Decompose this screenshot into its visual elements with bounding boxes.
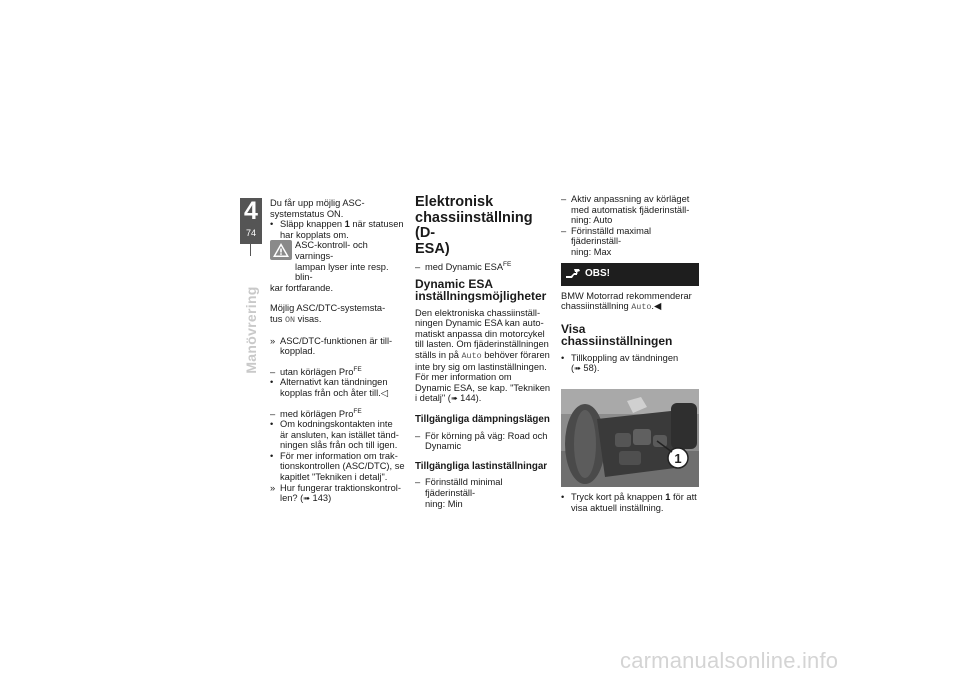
dash-min: – Förinställd minimal fjäderinställ- ning: Min <box>415 477 503 509</box>
hint-line-3: kar fortfarande. <box>270 282 334 293</box>
bullet-press-button: • Tryck kort på knappen 1 för att visa aktuell inställning. <box>561 491 697 513</box>
wrench-hand-icon <box>565 267 581 281</box>
dash-road-dynamic: – För körning på väg: Road och Dynamic <box>415 430 548 452</box>
subsection-title: Dynamic ESA inställningsmöjligheter <box>415 276 547 304</box>
damping-modes-heading: Tillgängliga dämpningslägen <box>415 413 550 425</box>
column-3 <box>561 194 699 513</box>
bullet-coding-plug: • Om kodningskontakten inte är ansluten, kan istället tänd- ningen slås från och till igen. <box>270 419 399 451</box>
dash-without-pro: – utan körlägen Pro$^{FE}$ <box>270 365 362 377</box>
status-line-2: tus ON visas. <box>270 313 322 325</box>
section-title: Elektronisk chassiinställning (D- ESA) <box>415 194 533 257</box>
chapter-title-vertical: Manövrering <box>243 286 259 374</box>
hint-block: ASC-kontroll- och varnings- lampan lyser inte resp. blin- <box>270 240 408 282</box>
column-2 <box>415 195 551 509</box>
watermark: carmanualsonline.info <box>620 648 839 673</box>
tab-divider <box>250 244 251 256</box>
load-settings-heading: Tillgängliga lastinställningar <box>415 460 548 472</box>
dash-with-dynamic-esa: – med Dynamic $ESA^{FE}$ <box>415 260 512 272</box>
result-asc-dtc: » ASC/DTC-funktionen är till- kopplad. <box>270 335 393 357</box>
bullet-ignition: • Tillkoppling av tändningen (➠ 58). <box>561 352 679 374</box>
dash-auto: – Aktiv anpassning av körläget med automatisk fjäderinställ- ning: Auto <box>561 194 690 226</box>
dash-with-pro: – med körlägen Pro$^{FE}$ <box>270 407 362 419</box>
status-line-1: Möjlig ASC/DTC-systemsta- <box>270 303 386 314</box>
note-bar <box>561 263 699 286</box>
column-1 <box>270 198 408 505</box>
end-mark-icon: ◀ <box>653 301 662 312</box>
arrow-reference-icon: ➠ <box>303 494 310 504</box>
bullet-more-info: • För mer information om trak- tionskontrollen (ASC/DTC), se kapitlet "Tekniken i detalj". <box>270 450 405 483</box>
photo-callout: 1 <box>674 450 682 466</box>
chapter-number: 4 <box>244 197 258 225</box>
esa-paragraph: Den elektroniska chassiinställ- ningen Dynamic ESA kan auto- matiskt anpassa din motorcykel till lasten. Om fjäderinställningen ställs in på Auto behöver föraren inte bry sig om lastinställningen. För mer information om Dynamic ESA, se kap. "Tekniken i detalj" (➠ 144). <box>415 307 551 404</box>
arrow-reference-icon: ➠ <box>450 394 458 404</box>
intro-line-2: systemstatus ON. <box>270 208 344 219</box>
note-label: OBS! <box>585 267 610 279</box>
end-mark-icon: ◁ <box>380 387 388 398</box>
dash-max: – Förinställd maximal fjäderinställ- ning: Max <box>561 225 652 257</box>
arrow-reference-icon: ➠ <box>574 364 581 374</box>
intro-line-1: Du får upp möjlig ASC- <box>270 198 365 208</box>
result-traction-control: » Hur fungerar traktionskontrol- len? (➠ 143) <box>270 482 401 504</box>
bullet-alternative: • Alternativt kan tändningen kopplas från och åter till.◁ <box>270 377 388 398</box>
warning-triangle-icon <box>270 240 292 260</box>
note-text: BMW Motorrad rekommenderar chassiinställning Auto.◀ <box>561 290 692 313</box>
display-setting-heading: Visa chassiinställningen <box>561 321 673 349</box>
page-number: 74 <box>245 228 256 238</box>
handlebar-switch-photo <box>561 389 699 487</box>
bullet-release-button: • Släpp knappen 1 när statusen har kopplats om. <box>270 219 404 240</box>
